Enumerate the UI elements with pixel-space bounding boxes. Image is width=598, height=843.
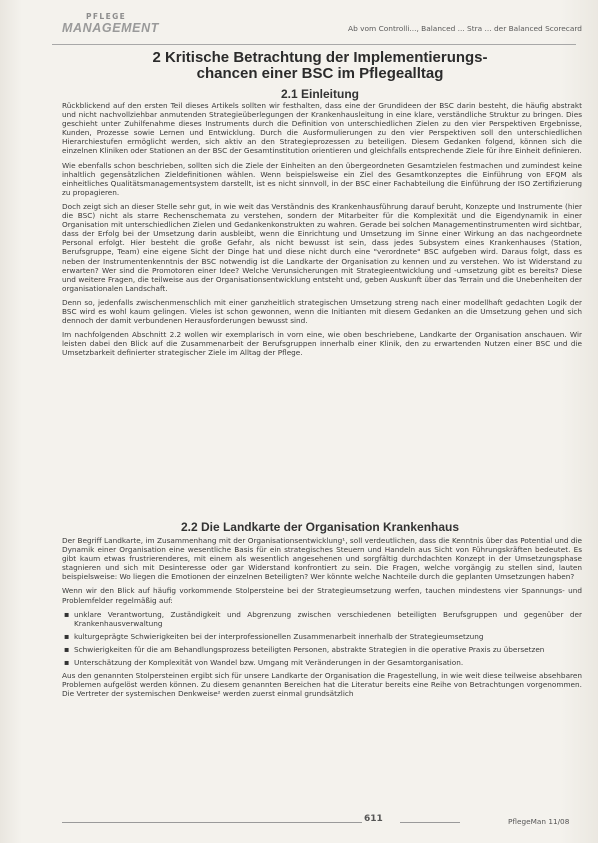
running-title: Ab vom Controlli..., Balanced ... Stra ... der Balanced Scorecard: [348, 24, 582, 33]
paragraph: Rückblickend auf den ersten Teil dieses Artikels sollten wir festhalten, dass eine der Grundideen der BSC darin besteht, die häufig abstrakt und nicht nachvollziehbar anmutenden Strategieüberlegungen der Krankenhausleitung in eine klare, verständliche Struktur zu bringen. Dies geschieht unter Zuhilfenahme dieses Instruments durch die Definition von unterschiedlichen Zielen zu den vier Perspektiven Ergebnisse, Kunden, Prozesse sowie Lernen und Entwicklung. Durch die Ausformulierungen zu den vier Perspektiven soll den unterschiedlichen Hierarchiestufen ermöglicht werden, sich aktiv an den Strategieprozessen zu beteiligen. Diesem Gedanken folgend, können sich die einzelnen Kliniken oder Stationen an der BSC der Gesamtinstitution orientieren und gleichfalls entsprechende Ziele für ihre Einheit definieren.: [62, 101, 582, 156]
paragraph: Aus den genannten Stolpersteinen ergibt sich für unsere Landkarte der Organisation die Fragestellung, in wie weit diese teilweise absehbaren Problemen aufgelöst werden können. Zu diesem genannten Bereichen hat die Literatur bereits eine Reihe von Betrachtungen vorgenommen. Die Vertreter der systemischen Denkweise² werden zuerst einmal grundsätzlich: [62, 671, 582, 699]
journal-logo: [62, 12, 180, 42]
stumbling-blocks-list: [62, 610, 582, 667]
section-heading-einleitung: 2.1 Einleitung: [280, 87, 359, 101]
article-title: [120, 50, 520, 82]
list-item: ▪ unklare Verantwortung, Zuständigkeit und Abgrenzung zwischen verschiedenen beteiligten Berufsgruppen und gegenüber der Krankenhausverwaltung: [62, 610, 582, 628]
list-item: ▪ Schwierigkeiten für die am Behandlungsprozess beteiligten Personen, abstrakte Strategien in die operative Praxis zu übersetzen: [62, 645, 582, 654]
section-heading-landkarte: 2.2 Die Landkarte der Organisation Krankenhaus: [180, 520, 460, 534]
logo-bottom-text: MANAGEMENT: [62, 21, 159, 35]
paragraph: Wenn wir den Blick auf häufig vorkommende Stolpersteine bei der Strategieumsetzung werfen, tauchen mindestens vier Spannungs- und Problemfelder regelmäßig auf:: [62, 586, 582, 605]
section-landkarte-body: [62, 536, 582, 703]
paragraph: Der Begriff Landkarte, im Zusammenhang mit der Organisationsentwicklung¹, soll verdeutlichen, dass die Kenntnis über das Potential und die Dynamik einer Organisation eine wesentliche Basis für ein strategisches Steuern und Handeln aus Sicht von Führungskräften bedeutet. Es gibt kaum etwas frustrierenderes, mit einem als wesentlich angesehenen und sorgfältig durchdachten Konzept in der Umsetzungsphase stagnieren und sich mit Desinteresse oder gar Widerstand konfrontiert zu sein. Die Fragen, welche vorgängig zu stellen sind, lauten beispielsweise: Wo liegen die Emotionen der einzelnen Beteiligten? Wer könnte welche Nachteile durch die geplanten Umsetzungen haben?: [62, 536, 582, 582]
list-item: ▪ Unterschätzung der Komplexität von Wandel bzw. Umgang mit Veränderungen in der Gesamtorganisation.: [62, 658, 582, 667]
article-title-line2: chancen einer BSC im Pflegealltag: [196, 65, 444, 82]
article-title-line1: 2 Kritische Betrachtung der Implementierungs-: [152, 49, 488, 66]
paragraph: Im nachfolgenden Abschnitt 2.2 wollen wir exemplarisch in vorn eine, wie oben beschriebene, Landkarte der Organisation anschauen. Wir leisten dabei den Blick auf die Zusammenarbeit der Berufsgruppen innerhalb einer Klinik, den zu erwartenden Nutzen einer BSC und die Umsetzbarkeit definierter strategischer Ziele im Alltag der Pflege.: [62, 330, 582, 358]
paragraph: Doch zeigt sich an dieser Stelle sehr gut, in wie weit das Verständnis des Krankenhausführung darauf beruht, Konzepte und Instrumente (hier die BSC) nicht als starre Rechenschemata zu verstehen, sondern der Mitarbeiter für die Komplexität und die Eigendynamik in einer Organisation mit unterschiedlichen Zielen und Gedankenkonstrukten zu wahren. Gerade bei solchen Managementinstrumenten wird sichtbar, dass der Erfolg bei der Umsetzung darin ausbleibt, wenn die Einrichtung und Umsetzung im Sinne einer Wirkung an das nachgeordnete Personal erfolgt. Hier besteht die große Gefahr, als nicht bewusst ist sein, dass jedes Subsystem eines Krankenhauses (Station, Berufsgruppe, Team) eine eigene Sicht der Dinge hat und diese nicht durch eine "verordnete" BSC aufgeben wird. Daraus folgt, dass es neben der Instrumentenkenntnis der BSC notwendig ist die Landkarte der Organisation zu kennen und zu verstehen. Wo ist Widerstand zu erwarten? Wer sind die Promotoren einer Idee? Welche Verunsicherungen mit Strategieentwicklung und -umsetzung gibt es bereits? Diese und weitere Fragen, die teilweise aus der Organisationsentwicklung entsteht und, geben Auskunft über das Terrain und die Unebenheiten der organisationalen Landschaft.: [62, 201, 582, 293]
footer-divider-left: [62, 822, 362, 823]
footer-divider-right: [400, 822, 460, 823]
list-item: ▪ kulturgeprägte Schwierigkeiten bei der interprofessionellen Zusammenarbeit innerhalb der Strategieumsetzung: [62, 632, 582, 641]
paragraph: Wie ebenfalls schon beschrieben, sollten sich die Ziele der Einheiten an den übergeordneten Gesamtzielen festmachen und zumindest keine inhaltlich gegensätzlichen Zieldefinitionen wählen. Wenn beispielsweise ein Ziel des Gesamtkonzeptes die Einführung von EFQM als einheitliches Qualitätsmanagementsystem darstellt, ist es nicht sinnvoll, in der BSC einer Fachabteilung die Einführung der ISO Zertifizierung zu propagieren.: [62, 160, 582, 197]
issue-label: PflegeMan 11/08: [508, 817, 570, 826]
page-number: 611: [364, 814, 383, 824]
section-einleitung-body: [62, 101, 582, 362]
paragraph: Denn so, jedenfalls zwischenmenschlich mit einer ganzheitlich strategischen Umsetzung streng nach einer modellhaft gedachten Logik der BSC wird es wohl kaum gelingen. Vieles ist schon gewonnen, wenn die Initianten mit diesem Gedanken an die Umsetzung gehen und sich dennoch der damit verbundenen Herausforderungen bewusst sind.: [62, 297, 582, 326]
header-divider: [52, 44, 576, 45]
page-header: [62, 10, 582, 44]
logo-top-text: PFLEGE: [86, 12, 127, 21]
